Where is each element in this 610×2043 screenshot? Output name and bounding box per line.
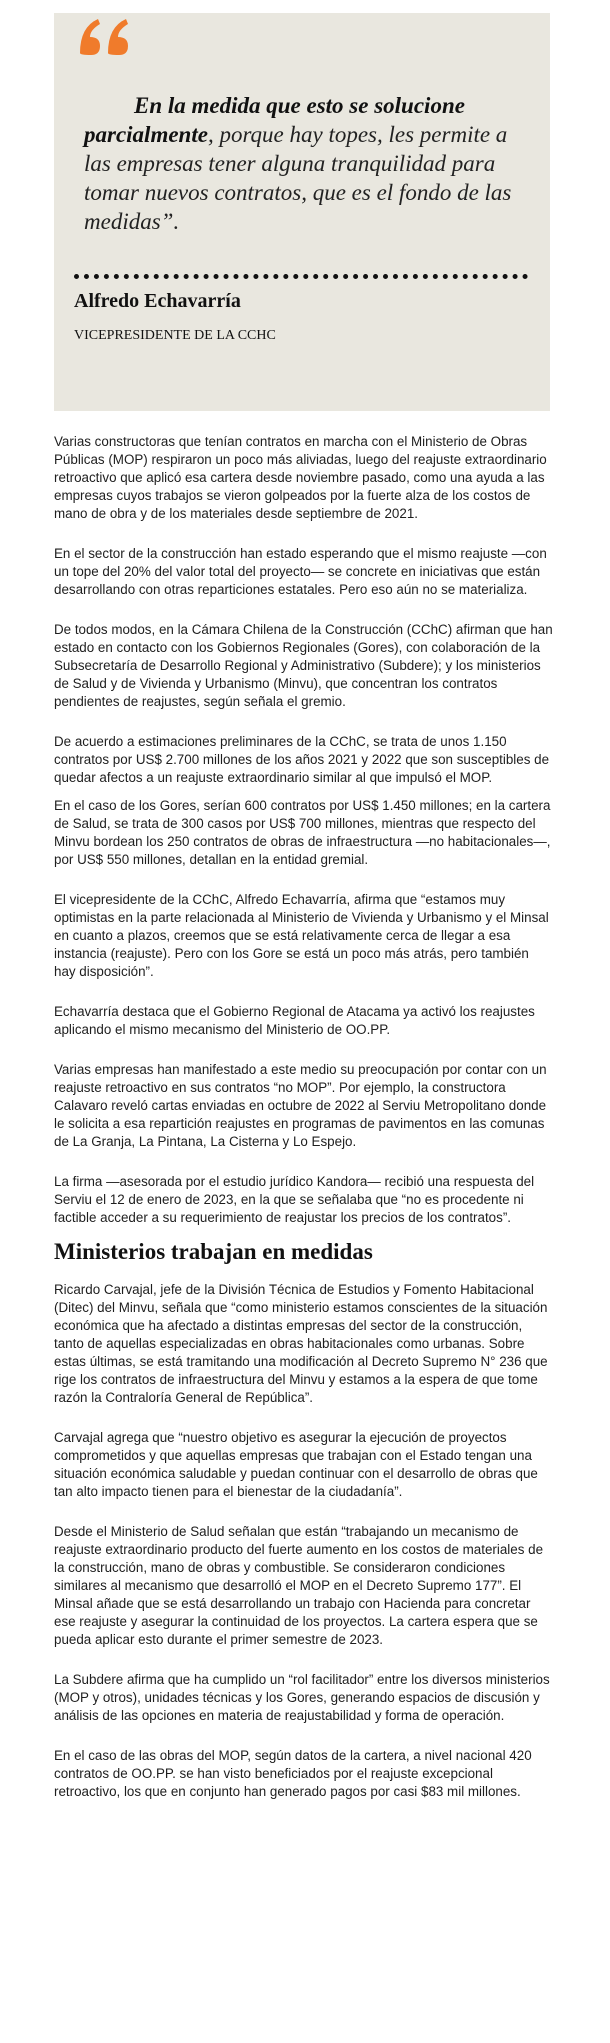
paragraph: Carvajal agrega que “nuestro objetivo es asegurar la ejecución de proyectos comprometidos y que aquellas empresas que trabajan con el Estado tengan una situación económica saludable y puedan continuar con el desarrollo de obras que tan alto impacto tienen para el bienestar de la ciudadanía”. bbox=[54, 1430, 538, 1499]
pull-quote-emphasis: En la medida que esto se solucione parcialmente bbox=[84, 93, 465, 147]
quote-author: Alfredo Echavarría bbox=[74, 290, 241, 312]
article-body bbox=[54, 433, 554, 1823]
pull-quote-text bbox=[84, 91, 524, 236]
section-heading: Ministerios trabajan en medidas bbox=[54, 1239, 373, 1264]
paragraph: Echavarría destaca que el Gobierno Regional de Atacama ya activó los reajustes aplicando el mismo mecanismo del Ministerio de OO.PP. bbox=[54, 1004, 535, 1037]
paragraph: De acuerdo a estimaciones preliminares de la CChC, se trata de unos 1.150 contratos por US$ 2.700 millones de los años 2021 y 2022 que son susceptibles de quedar afectos a un reajuste extraordinario similar al que impulsó el MOP. bbox=[54, 734, 550, 785]
quote-author-role: VICEPRESIDENTE DE LA CCHC bbox=[74, 328, 276, 343]
paragraph: En el caso de los Gores, serían 600 contratos por US$ 1.450 millones; en la cartera de Salud, se trata de 300 casos por US$ 700 millones, mientras que respecto del Minvu bordean los 250 contratos de obras de infraestructura —no habitacionales—, por US$ 550 millones, detallan en la entidad gremial. bbox=[54, 798, 551, 867]
paragraph: Ricardo Carvajal, jefe de la División Técnica de Estudios y Fomento Habitacional (Ditec) del Minvu, señala que “como ministerio estamos conscientes de la situación económica que ha afectado a distintas empresas del sector de la construcción, tanto de aquellas especializadas en obras habitacionales como urbanas. Sobre estas últimas, se está tramitando una modificación al Decreto Supremo N° 236 que rige los contratos de infraestructura del Minvu y estamos a la espera de que tome razón la Contraloría General de República”. bbox=[54, 1282, 548, 1405]
paragraph: Desde el Ministerio de Salud señalan que están “trabajando un mecanismo de reajuste extraordinario producto del fuerte aumento en los costos de materiales de la construcción, mano de obras y combustible. Se consideraron condiciones similares al mecanismo que desarrolló el MOP en el Decreto Supremo 177”. El Minsal añade que se está desarrollando un trabajo con Hacienda para concretar ese reajuste y asegurar la continuidad de los proyectos. La cartera espera que se pueda aplicar esto durante el primer semestre de 2023. bbox=[54, 1524, 544, 1647]
paragraph: La firma —asesorada por el estudio jurídico Kandora— recibió una respuesta del Serviu el 12 de enero de 2023, en la que se señalaba que “no es procedente ni factible acceder a su requerimiento de reajustar los precios de los contratos”. bbox=[54, 1174, 535, 1225]
paragraph: Varias empresas han manifestado a este medio su preocupación por contar con un reajuste retroactivo en sus contratos “no MOP”. Por ejemplo, la constructora Calavaro reveló cartas enviadas en octubre de 2022 al Serviu Metropolitano donde le solicita a esa repartición reajustes en programas de pavimentos en las comunas de La Granja, La Pintana, La Cisterna y Lo Espejo. bbox=[54, 1062, 547, 1149]
dotted-divider bbox=[74, 274, 528, 279]
paragraph: Varias constructoras que tenían contratos en marcha con el Ministerio de Obras Públicas (MOP) respiraron un poco más aliviadas, luego del reajuste extraordinario retroactivo que aplicó esa cartera desde noviembre pasado, como una ayuda a las empresas cuyos trabajos se vieron golpeados por la fuerte alza de los costos de mano de obra y de los materiales desde septiembre de 2021. bbox=[54, 434, 547, 521]
quotation-mark-icon bbox=[76, 3, 136, 63]
paragraph: En el caso de las obras del MOP, según datos de la cartera, a nivel nacional 420 contratos de OO.PP. se han visto beneficiados por el reajuste excepcional retroactivo, los que en conjunto han generado pagos por casi $83 mil millones. bbox=[54, 1748, 532, 1799]
pull-quote-rest: , porque hay topes, les permite a las empresas tener alguna tranquilidad para tomar nuevos contratos, que es el fondo de las medidas”. bbox=[84, 122, 512, 234]
pull-quote-box bbox=[54, 13, 550, 411]
paragraph: La Subdere afirma que ha cumplido un “rol facilitador” entre los diversos ministerios (MOP y otros), unidades técnicas y los Gores, generando espacios de discusión y análisis de las opciones en materia de reajustabilidad y forma de operación. bbox=[54, 1672, 550, 1723]
paragraph: En el sector de la construcción han estado esperando que el mismo reajuste —con un tope del 20% del valor total del proyecto— se concrete en iniciativas que están desarrollando con otras reparticiones estatales. Pero eso aún no se materializa. bbox=[54, 546, 547, 597]
paragraph: De todos modos, en la Cámara Chilena de la Construcción (CChC) afirman que han estado en contacto con los Gobiernos Regionales (Gores), con colaboración de la Subsecretaría de Desarrollo Regional y Administrativo (Subdere); y los ministerios de Salud y de Vivienda y Urbanismo (Minvu), que concentran los contratos pendientes de reajustes, según señala el gremio. bbox=[54, 622, 553, 709]
paragraph: El vicepresidente de la CChC, Alfredo Echavarría, afirma que “estamos muy optimistas en la parte relacionada al Ministerio de Vivienda y Urbanismo y el Minsal en cuanto a plazos, creemos que se está relativamente cerca de llegar a esa instancia (reajuste). Pero con los Gore se está un poco más atrás, pero también hay disposición”. bbox=[54, 892, 549, 979]
